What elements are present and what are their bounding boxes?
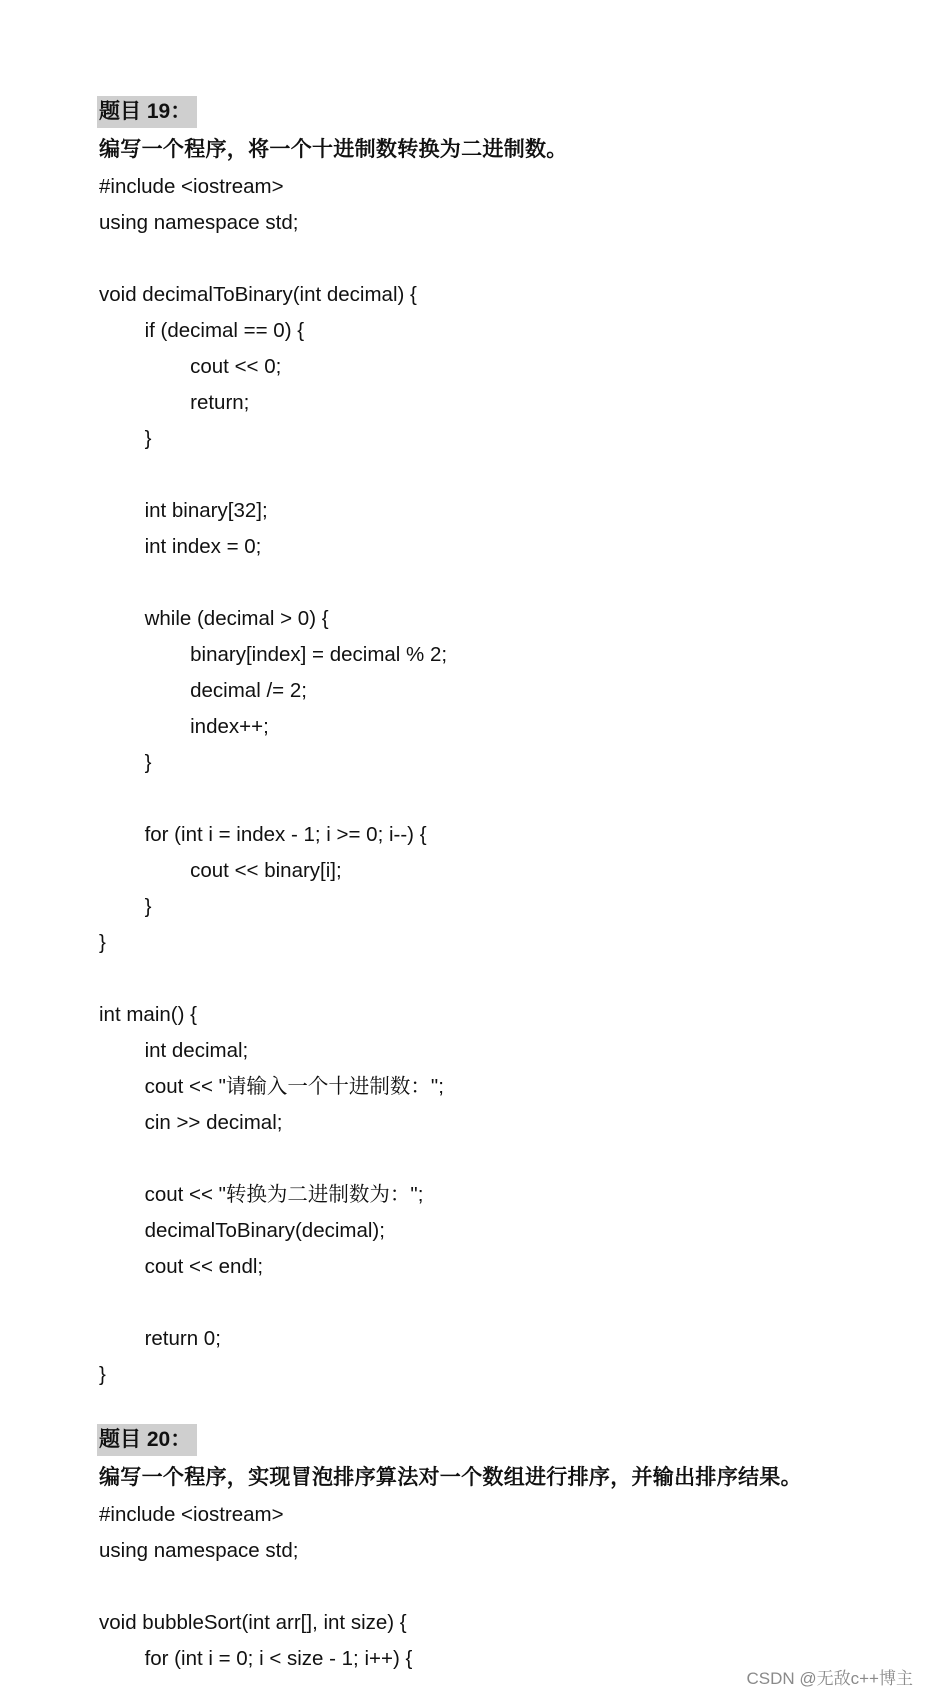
code-line bbox=[99, 781, 447, 817]
code-line: if (decimal == 0) { bbox=[99, 319, 305, 342]
code-line bbox=[99, 241, 447, 277]
code-line: index++; bbox=[99, 715, 269, 738]
code-line: while (decimal > 0) { bbox=[99, 607, 329, 630]
code-line bbox=[99, 1569, 412, 1605]
code-line: } bbox=[99, 1363, 106, 1386]
code-line: int main() { bbox=[99, 1003, 197, 1026]
code-line: for (int i = 0; i < size - 1; i++) { bbox=[99, 1647, 413, 1670]
code-line: void decimalToBinary(int decimal) { bbox=[99, 283, 417, 306]
code-line bbox=[99, 961, 447, 997]
code-line: void bubbleSort(int arr[], int size) { bbox=[99, 1611, 407, 1634]
code-line: } bbox=[99, 427, 152, 450]
code-line: } bbox=[99, 931, 106, 954]
code-line bbox=[99, 1141, 447, 1177]
code-line: return 0; bbox=[99, 1327, 221, 1350]
question-19-code-block bbox=[99, 169, 447, 1393]
code-line: return; bbox=[99, 391, 250, 414]
code-line bbox=[99, 457, 447, 493]
code-line: cout << "转换为二进制数为："; bbox=[99, 1183, 424, 1206]
code-line: using namespace std; bbox=[99, 211, 299, 234]
code-line: cout << endl; bbox=[99, 1255, 264, 1278]
question-20-label: 题目 20： bbox=[97, 1424, 197, 1456]
code-line: int decimal; bbox=[99, 1039, 249, 1062]
code-line: binary[index] = decimal % 2; bbox=[99, 643, 448, 666]
code-line: decimalToBinary(decimal); bbox=[99, 1219, 385, 1242]
code-line: #include <iostream> bbox=[99, 1503, 284, 1526]
code-line: int index = 0; bbox=[99, 535, 262, 558]
code-line: cout << binary[i]; bbox=[99, 859, 342, 882]
code-line: cout << "请输入一个十进制数："; bbox=[99, 1075, 444, 1098]
code-line: decimal /= 2; bbox=[99, 679, 307, 702]
csdn-watermark: CSDN @无敌c++博主 bbox=[746, 1669, 913, 1688]
code-line: cin >> decimal; bbox=[99, 1111, 283, 1134]
question-19-label: 题目 19： bbox=[97, 96, 197, 128]
code-line: for (int i = index - 1; i >= 0; i--) { bbox=[99, 823, 427, 846]
code-line: #include <iostream> bbox=[99, 175, 284, 198]
code-line bbox=[99, 1285, 447, 1321]
code-line: } bbox=[99, 895, 152, 918]
question-20-prompt: 编写一个程序，实现冒泡排序算法对一个数组进行排序，并输出排序结果。 bbox=[99, 1466, 802, 1489]
question-20-code-block bbox=[99, 1497, 412, 1677]
code-line: } bbox=[99, 751, 152, 774]
code-line bbox=[99, 565, 447, 601]
code-line: using namespace std; bbox=[99, 1539, 299, 1562]
code-line: cout << 0; bbox=[99, 355, 282, 378]
code-line: int binary[32]; bbox=[99, 499, 268, 522]
question-19-prompt: 编写一个程序，将一个十进制数转换为二进制数。 bbox=[99, 138, 568, 161]
